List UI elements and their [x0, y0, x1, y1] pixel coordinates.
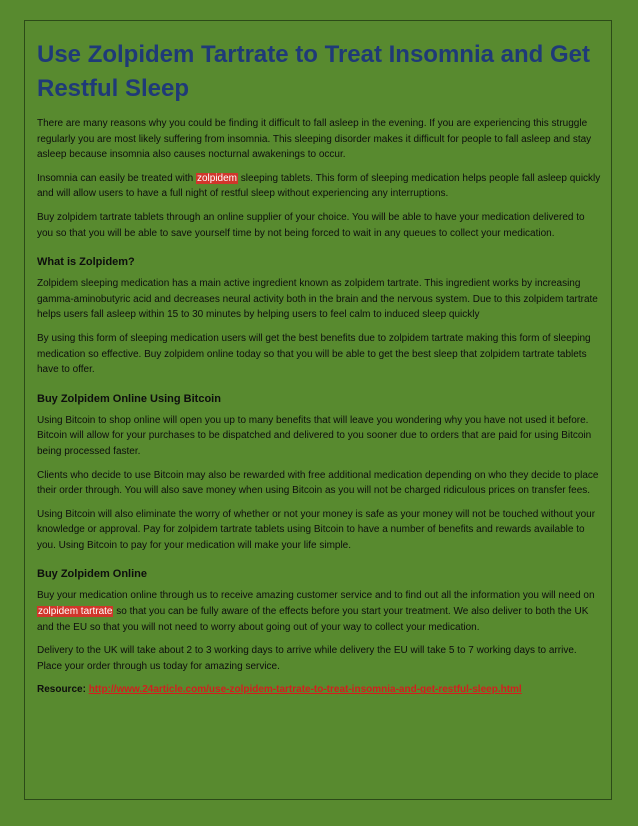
buy-online-paragraph-1-end: so that you can be fully aware of the effects before you start your treatment. We also deliver to both the UK and the EU so that you will not need to worry about going out of your way to collect your medication. — [37, 606, 589, 633]
zolpidem-tartrate-link[interactable]: zolpidem tartrate — [38, 606, 113, 618]
what-is-paragraph-2: By using this form of sleeping medication users will get the best benefits due to zolpidem tartrate making this form of sleeping medication so effective. Buy zolpidem online today so that you will be able to get the best sleep that zolpidem tartrate tablets have to offer. — [37, 332, 591, 376]
bitcoin-paragraph-1: Using Bitcoin to shop online will open you up to many benefits that will leave you wondering why you have not used it before. Bitcoin will allow for your purchases to be dispatched and delivered to you sooner due to orders that are paid for using Bitcoin being processed faster. — [37, 414, 592, 457]
resource-label: Resource: — [37, 684, 86, 696]
article — [37, 38, 603, 706]
bitcoin-paragraph-3: Using Bitcoin will also eliminate the worry of whether or not your money is safe as your money will not be touched without your knowledge or approval. Pay for zolpidem tartrate tablets using Bitcoin to have a number of benefits and rewards available to you. Using Bitcoin to pay for your medication will make your life simple. — [37, 508, 596, 551]
heading-what-is-zolpidem: What is Zolpidem? — [37, 256, 135, 269]
bitcoin-paragraph-2: Clients who decide to use Bitcoin may also be rewarded with free additional medication depending on who they decide to place their order through. You will also save money when using Bitcoin as you will not be charged ridiculous prices on transfer fees. — [37, 469, 599, 497]
intro-paragraph-1: There are many reasons why you could be finding it difficult to fall asleep in the evening. If you are experiencing this struggle regularly you are most likely suffering from insomnia. This sleeping disorder makes it difficult for people to fall asleep and stay asleep because insomnia also causes nocturnal awakenings to occur. — [37, 118, 592, 161]
buy-online-paragraph-1-start: Buy your medication online through us to receive amazing customer service and to find out all the information you will need on — [37, 590, 595, 602]
intro-paragraph-3: Buy zolpidem tartrate tablets through an online supplier of your choice. You will be able to have your medication delivered to you so that you will be able to save yourself time by not being forced to wait in any queues to collect your medication. — [37, 211, 585, 239]
heading-buy-with-bitcoin: Buy Zolpidem Online Using Bitcoin — [37, 392, 221, 405]
intro-paragraph-2-start: Insomnia can easily be treated with — [37, 172, 196, 184]
page-title: Use Zolpidem Tartrate to Treat Insomnia and Get Restful Sleep — [37, 41, 590, 102]
buy-online-paragraph-2: Delivery to the UK will take about 2 to 3 working days to arrive while delivery the EU will take 5 to 7 working days to arrive. Place your order through us today for amazing service. — [37, 645, 577, 672]
resource-link[interactable]: http://www.24article.com/use-zolpidem-tartrate-to-treat-insomnia-and-get-restful-sleep.html — [88, 684, 522, 696]
intro-paragraph-2-end: sleeping tablets. This form of sleeping medication helps people fall asleep quickly and will allow users to have a full night of restful sleep without experiencing any interruptions. — [37, 172, 601, 200]
what-is-paragraph-1: Zolpidem sleeping medication has a main active ingredient known as zolpidem tartrate. This ingredient works by increasing gamma-aminobutyric acid and decreases neural activity both in the brain and the nervous system. Due to this zolpidem tartrate helps users fall asleep within 15 to 30 minutes by helping users to feel calm to induced sleep quickly — [37, 278, 598, 321]
zolpidem-link[interactable]: zolpidem — [196, 172, 238, 184]
intro-paragraph-2 — [37, 171, 603, 202]
heading-buy-online: Buy Zolpidem Online — [37, 568, 148, 581]
buy-online-paragraph-1 — [37, 588, 603, 635]
resource-line — [37, 682, 603, 698]
